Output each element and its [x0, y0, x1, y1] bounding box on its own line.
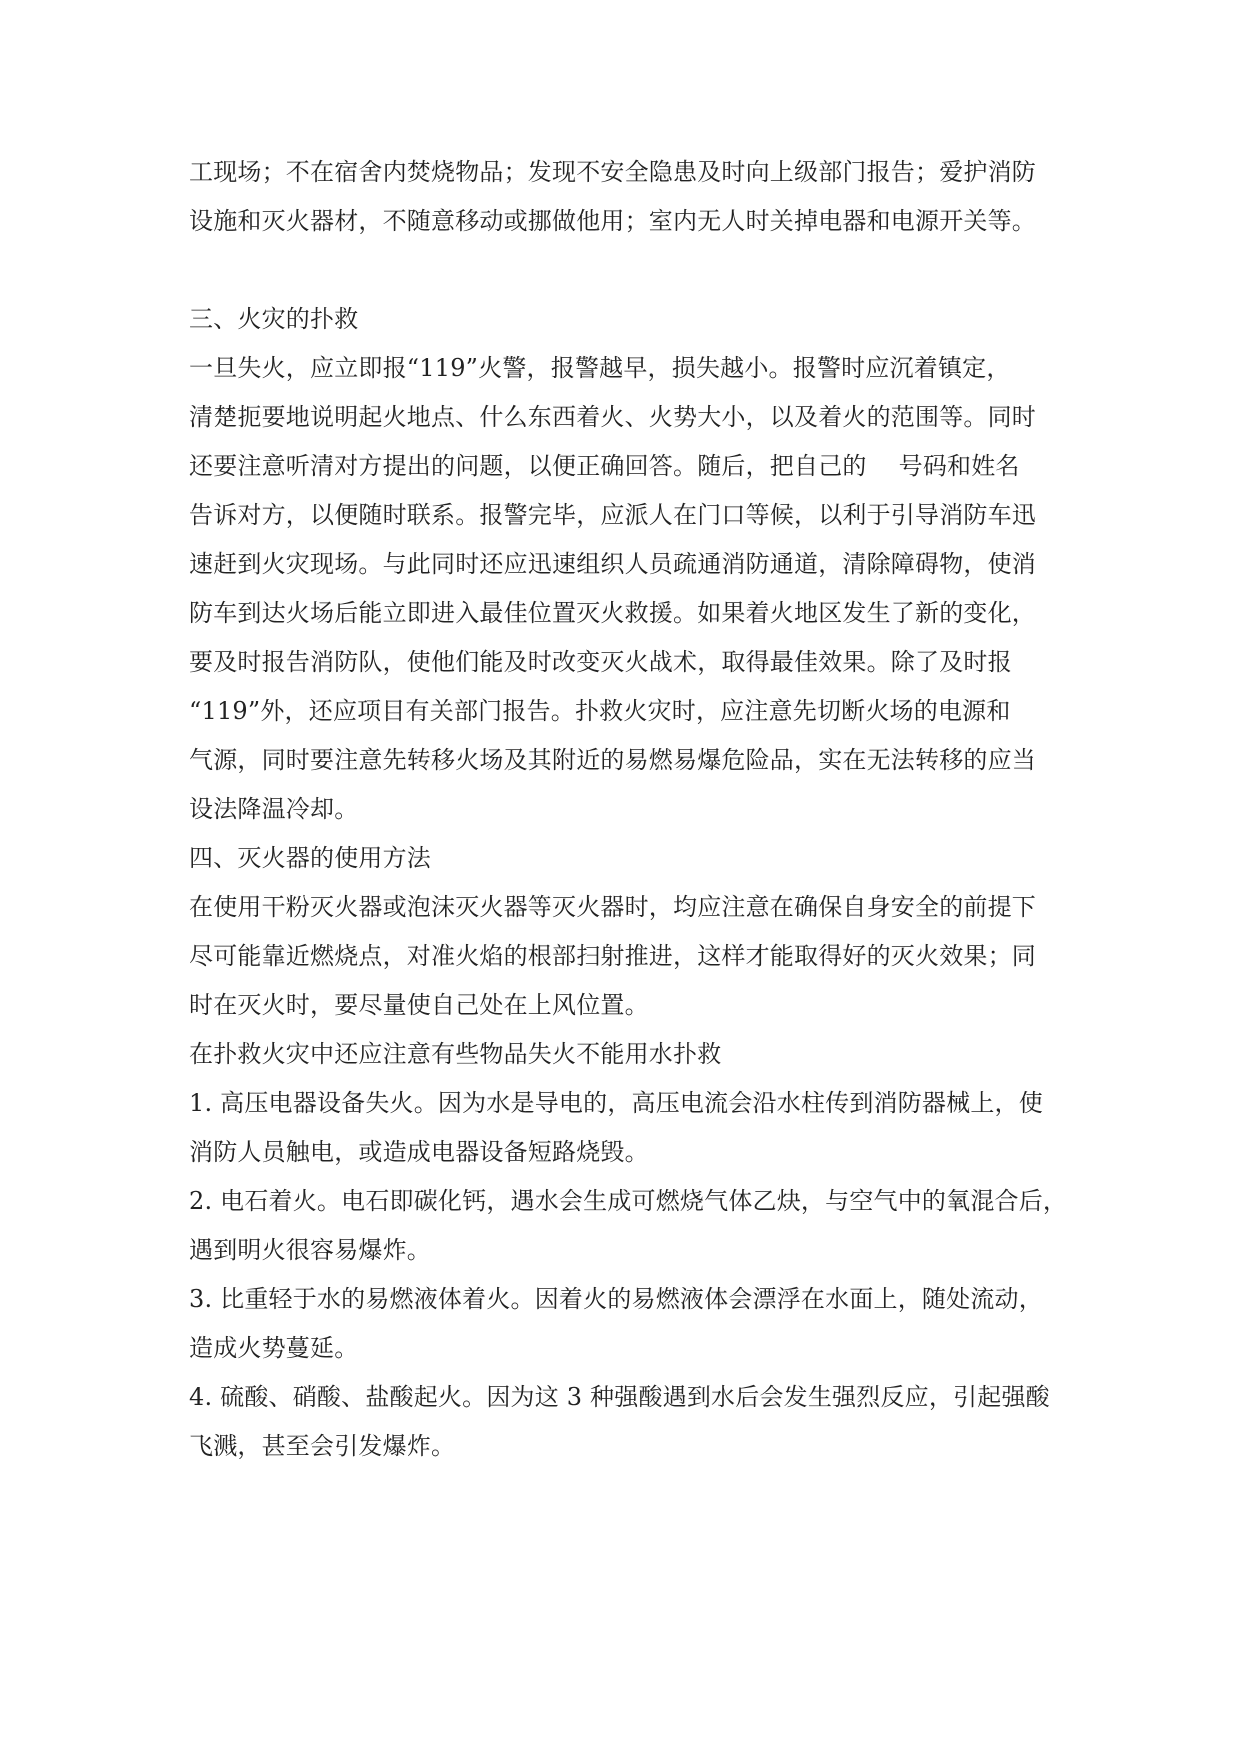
text-line: 遇到明火很容易爆炸。 — [189, 1236, 431, 1264]
paragraph-gap — [189, 246, 1069, 295]
text-line: 清楚扼要地说明起火地点、什么东西着火、火势大小，以及着火的范围等。同时 — [189, 403, 1036, 431]
text-line: 告诉对方，以便随时联系。报警完毕，应派人在门口等候，以利于引导消防车迅 — [189, 501, 1036, 529]
text-line: 时在灭火时，要尽量使自己处在上风位置。 — [189, 991, 649, 1019]
text-line: 一旦失火，应立即报“119”火警，报警越早，损失越小。报警时应沉着镇定， — [189, 354, 1011, 382]
list-item-4: 4. 硫酸、硝酸、盐酸起火。因为这 3 种强酸遇到水后会发生强烈反应，引起强酸 — [189, 1383, 1050, 1411]
list-item-2: 2. 电石着火。电石即碳化钙，遇水会生成可燃烧气体乙炔，与空气中的氧混合后， — [189, 1187, 1068, 1215]
text-line: 在扑救火灾中还应注意有些物品失火不能用水扑救 — [189, 1040, 722, 1068]
document-body — [189, 148, 1069, 1471]
text-line: 要及时报告消防队，使他们能及时改变灭火战术，取得最佳效果。除了及时报 — [189, 648, 1012, 676]
text-line: 气源，同时要注意先转移火场及其附近的易燃易爆危险品，实在无法转移的应当 — [189, 746, 1036, 774]
text-line: 防车到达火场后能立即进入最佳位置灭火救援。如果着火地区发生了新的变化， — [189, 599, 1036, 627]
text-line: 设施和灭火器材，不随意移动或挪做他用；室内无人时关掉电器和电源开关等。 — [189, 207, 1036, 235]
text-line: “119”外，还应项目有关部门报告。扑救火灾时，应注意先切断火场的电源和 — [189, 697, 1011, 725]
text-line: 速赶到火灾现场。与此同时还应迅速组织人员疏通消防通道，清除障碍物，使消 — [189, 550, 1036, 578]
section-heading-4: 四、灭火器的使用方法 — [189, 844, 431, 872]
list-item-3: 3. 比重轻于水的易燃液体着火。因着火的易燃液体会漂浮在水面上，随处流动， — [189, 1285, 1043, 1313]
list-item-1: 1. 高压电器设备失火。因为水是导电的，高压电流会沿水柱传到消防器械上，使 — [189, 1089, 1043, 1117]
text-line: 工现场；不在宿舍内焚烧物品；发现不安全隐患及时向上级部门报告；爱护消防 — [189, 158, 1036, 186]
text-line: 在使用干粉灭火器或泡沫灭火器等灭火器时，均应注意在确保自身安全的前提下 — [189, 893, 1036, 921]
text-line: 飞溅，甚至会引发爆炸。 — [189, 1432, 456, 1460]
text-line: 设法降温冷却。 — [189, 795, 359, 823]
text-line: 消防人员触电，或造成电器设备短路烧毁。 — [189, 1138, 649, 1166]
text-line: 造成火势蔓延。 — [189, 1334, 359, 1362]
section-heading-3: 三、火灾的扑救 — [189, 305, 359, 333]
text-line: 还要注意听清对方提出的问题，以便正确回答。随后，把自己的 号码和姓名 — [189, 452, 1020, 480]
text-line: 尽可能靠近燃烧点，对准火焰的根部扫射推进，这样才能取得好的灭火效果；同 — [189, 942, 1036, 970]
